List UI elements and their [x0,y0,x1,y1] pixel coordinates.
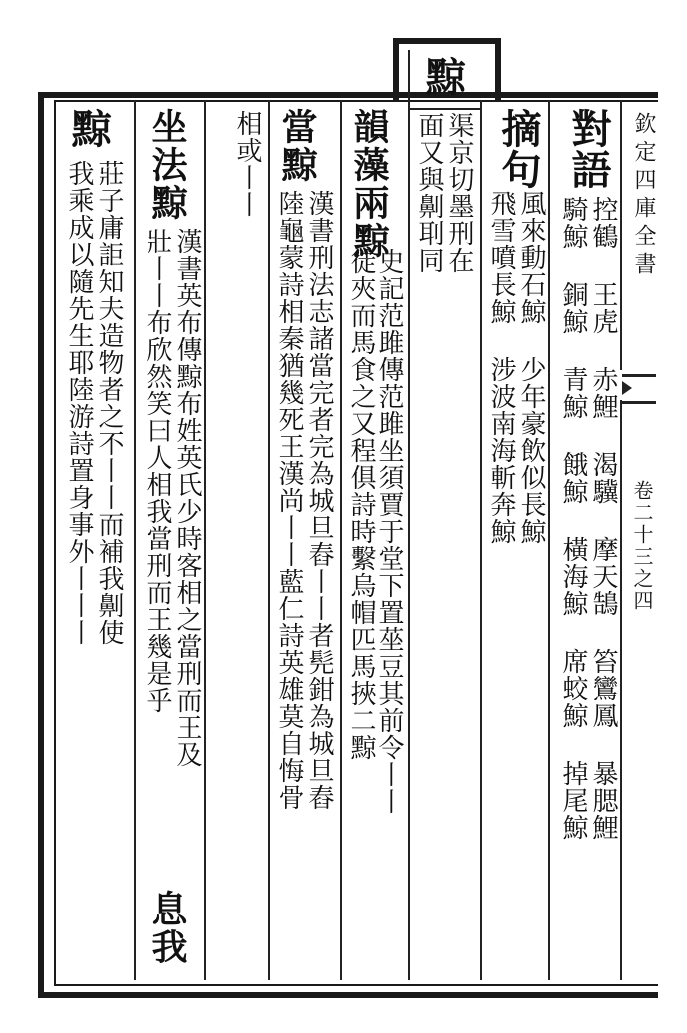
text-column: 渠京切墨刑在 [444,112,474,274]
section-heading: 坐法黥 [146,108,188,222]
divider [620,400,622,980]
text-column: 陸龜蒙詩相秦猶幾死王漢尚丨丨藍仁詩英雄莫自悔骨 [274,190,304,811]
section-footer: 息我 [146,890,188,966]
section-heading: 對語 [565,108,612,190]
divider [620,100,622,370]
text-column: 飛雪噴長鯨 涉波南海斬奔鯨 [486,190,516,545]
text-column: 史記范雎傳范雎坐須賈于堂下置莝豆其前令丨丨 [374,248,404,815]
text-column: 騎鯨 銅鯨 青鯨 餓鯨 橫海鯨 席蛟鯨 掉尾鯨 [558,196,588,841]
divider [480,100,482,980]
divider [204,100,206,980]
section-heading: 摘句 [495,108,542,190]
divider [134,100,136,980]
divider [268,100,270,980]
text-column: 壯丨丨布欣然笑曰人相我當刑而王幾是乎 [142,228,172,714]
header-separator [408,108,480,110]
text-column: 莊子庸詎知夫造物者之不丨丨而補我劓使 [94,160,124,646]
section-heading: 黥 [65,108,112,149]
text-column: 我乘成以隨先生耶陸游詩置身事外丨丨丨 [64,160,94,646]
text-column: 相或丨丨 [232,110,262,218]
divider [340,100,342,980]
fish-tail-mark [622,374,656,404]
divider [408,50,410,980]
text-column: 控鶴 王虎 赤鯉 渴驥 摩天鵠 笞鸞鳳 暴腮鯉 [588,196,618,841]
text-column: 徒夾而馬食之又程俱詩時繫烏帽匹馬挾二黥 [346,248,376,761]
text-column: 面又與劓刵同 [414,112,444,274]
section-heading: 當黥 [276,108,318,184]
section-heading: 韻藻兩黥 [348,108,390,260]
text-column: 漢書英布傳黥布姓英氏少時客相之當刑而王及 [172,228,202,768]
divider [548,100,550,980]
book-title: 欽定四庫全書 [631,112,656,280]
volume-label: 卷二十三之四 [630,480,654,612]
text-column: 風來動石鯨 少年豪飲似長鯨 [516,190,546,545]
entry-title: 黥 [419,56,466,97]
text-column: 漢書刑法志諸當完者完為城旦舂丨丨者髡鉗為城旦舂 [304,190,334,811]
